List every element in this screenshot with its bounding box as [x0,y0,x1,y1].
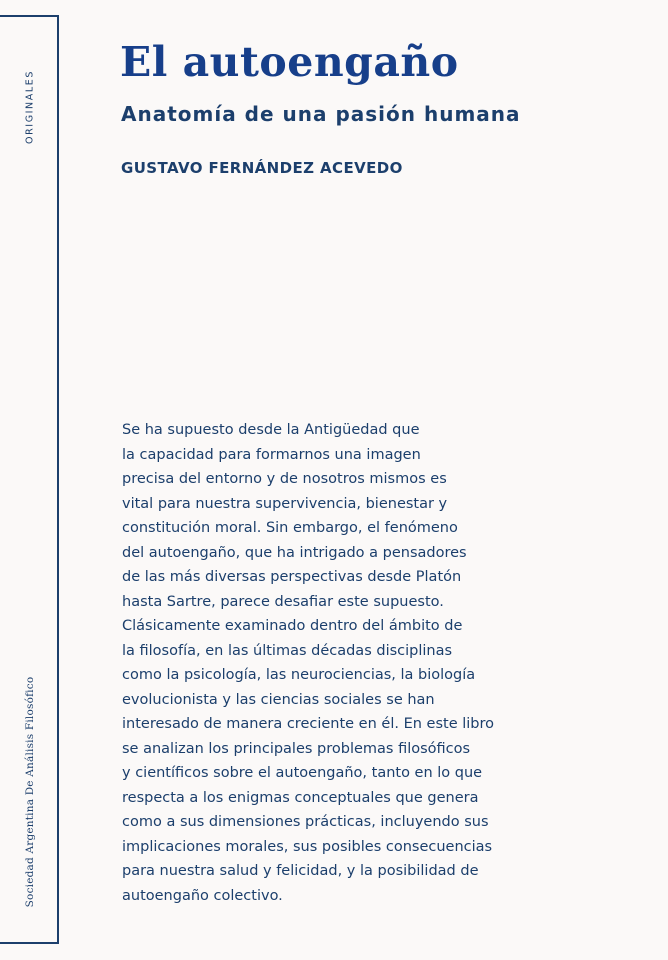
spine-panel [0,15,59,944]
book-subtitle: Anatomía de una pasión humana [121,102,521,126]
series-label: ORIGINALES [24,70,36,144]
blurb-line: la capacidad para formarnos una imagen [122,446,421,463]
blurb-line: como a sus dimensiones prácticas, incluyendo sus [122,814,489,830]
blurb-line: Clásicamente examinado dentro del ámbito de [122,618,463,634]
blurb-line: se analizan los principales problemas filosóficos [122,740,471,757]
book-author: GUSTAVO FERNÁNDEZ ACEVEDO [121,159,403,177]
blurb-line: vital para nuestra supervivencia, bienestar y [122,495,448,512]
blurb-line: Se ha supuesto desde la Antigüedad que [122,422,420,438]
blurb-line: implicaciones morales, sus posibles consecuencias [122,838,493,855]
blurb-line: del autoengaño, que ha intrigado a pensadores [122,544,467,561]
blurb-line: la filosofía, en las últimas décadas disciplinas [122,642,453,659]
blurb-line: precisa del entorno y de nosotros mismos es [122,471,447,487]
blurb-line: autoengaño colectivo. [122,887,283,904]
blurb-line: constitución moral. Sin embargo, el fenómeno [122,520,458,536]
book-title: El autoengaño [120,38,459,86]
blurb-line: y científicos sobre el autoengaño, tanto en lo que [122,765,483,781]
blurb-line: evolucionista y las ciencias sociales se han [122,691,435,708]
blurb-line: de las más diversas perspectivas desde Platón [122,569,462,585]
blurb [122,418,542,908]
blurb-line: respecta a los enigmas conceptuales que genera [122,789,479,806]
blurb-line: interesado de manera creciente en él. En este libro [122,716,495,732]
publisher-name: Sociedad Argentina De Análisis Filosófico [24,676,36,908]
blurb-line: como la psicología, las neurociencias, la biología [122,667,476,683]
blurb-line: para nuestra salud y felicidad, y la posibilidad de [122,863,479,879]
blurb-line: hasta Sartre, parece desafiar este supuesto. [122,593,444,610]
